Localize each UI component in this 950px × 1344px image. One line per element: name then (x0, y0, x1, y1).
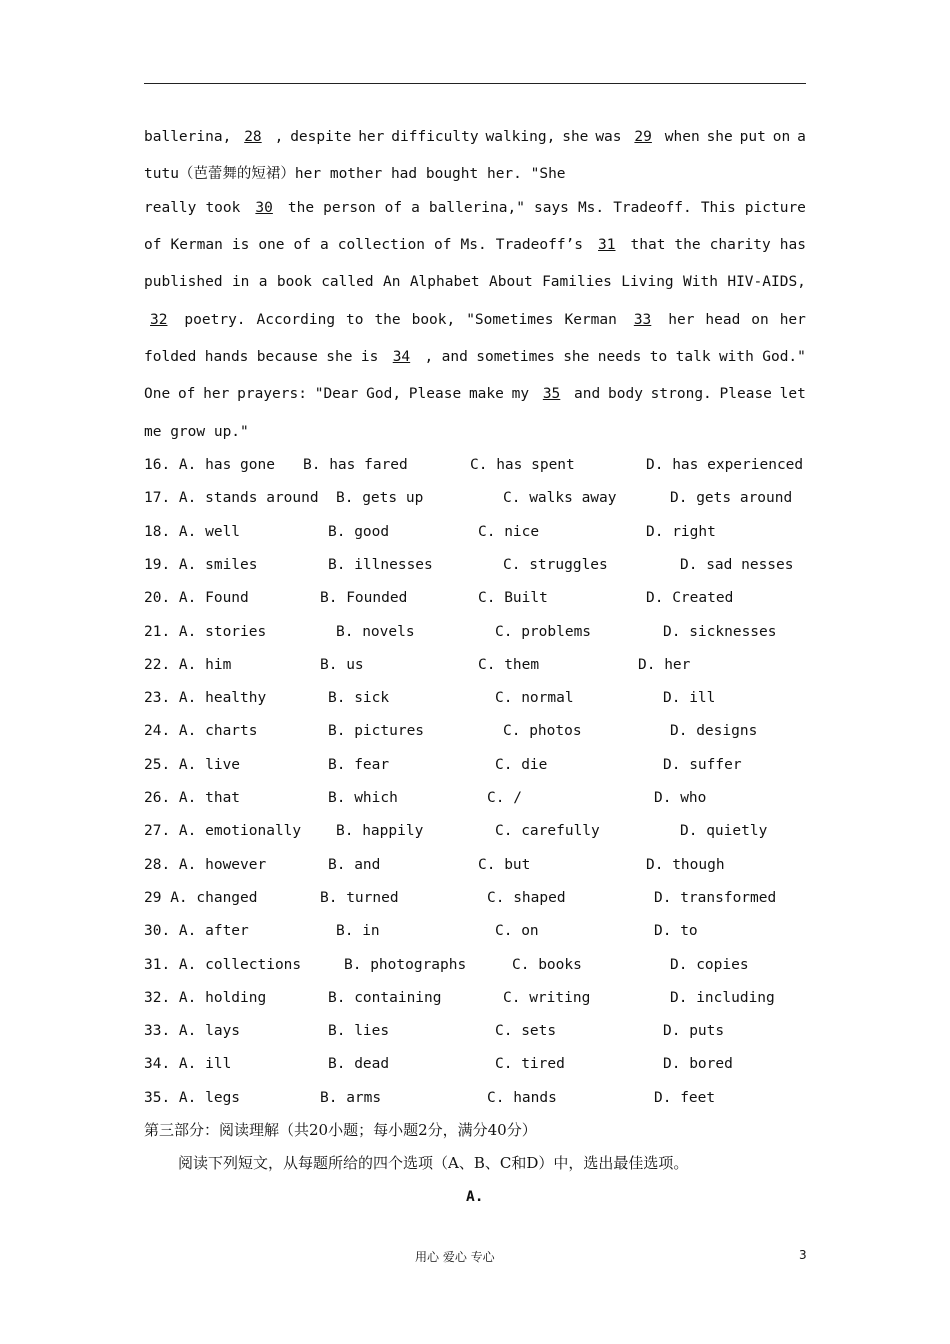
question-option-a: 18. A. well (144, 524, 241, 540)
passage-word: An (382, 274, 401, 290)
passage-word: a (411, 200, 420, 216)
passage-word: my (511, 386, 530, 402)
passage-word: when (664, 129, 700, 145)
question-option-b: B. dead (328, 1056, 390, 1072)
question-option-b: B. lies (328, 1023, 390, 1039)
question-option-b: B. which (328, 790, 398, 806)
question-option-a: 30. A. after (144, 923, 249, 939)
question-option-c: C. normal (495, 690, 574, 706)
question-option-b: B. fear (328, 757, 390, 773)
question-option-d: D. gets around (670, 490, 793, 506)
blank-number: 34 (392, 349, 411, 365)
passage-line-l9: me grow up." (144, 424, 249, 440)
passage-word: head (705, 312, 741, 328)
passage-line-l3 (144, 198, 806, 218)
passage-word: she (706, 129, 733, 145)
passage-word: of (384, 200, 403, 216)
passage-word: One (144, 386, 171, 402)
passage-word: About (489, 274, 533, 290)
question-option-d: D. her (638, 657, 691, 673)
passage-word: Tradeoff’s (495, 237, 584, 253)
question-option-b: B. illnesses (328, 557, 433, 573)
question-option-a: 28. A. however (144, 857, 267, 873)
question-option-c: C. writing (503, 990, 591, 1006)
passage-word: her (358, 129, 385, 145)
question-option-a: 29 A. changed (144, 890, 258, 906)
passage-word: Kerman (170, 237, 223, 253)
question-option-d: D. designs (670, 723, 758, 739)
question-option-a: 21. A. stories (144, 624, 267, 640)
passage-word: really (144, 200, 197, 216)
passage-word: HIV-AIDS, (727, 274, 806, 290)
question-option-c: C. Built (478, 590, 548, 606)
question-option-d: D. Created (646, 590, 734, 606)
question-option-d: D. sad nesses (680, 557, 794, 573)
question-option-b: B. turned (320, 890, 399, 906)
passage-word: the (674, 237, 701, 253)
header-rule (144, 83, 806, 84)
passage-word: Please (719, 386, 772, 402)
passage-word: Living (621, 274, 674, 290)
question-option-d: D. who (654, 790, 707, 806)
passage-word: , (274, 129, 284, 145)
passage-word: "Dear (314, 386, 359, 402)
passage-word: despite (290, 129, 352, 145)
question-option-b: B. gets up (336, 490, 424, 506)
question-option-c: C. problems (495, 624, 592, 640)
question-option-c: C. nice (478, 524, 540, 540)
question-option-d: D. right (646, 524, 716, 540)
question-option-b: B. containing (328, 990, 442, 1006)
passage-word: ballerina," (428, 200, 525, 216)
blank-number: 28 (244, 129, 262, 145)
question-option-b: B. has fared (303, 457, 408, 473)
page-number: 3 (799, 1248, 807, 1262)
passage-label: A. (466, 1189, 484, 1205)
question-option-d: D. ill (663, 690, 716, 706)
passage-word: and (574, 386, 601, 402)
question-option-a: 33. A. lays (144, 1023, 241, 1039)
passage-word: hands (204, 349, 249, 365)
passage-word: that (630, 237, 666, 253)
passage-word: With (683, 274, 718, 290)
question-option-d: D. to (654, 923, 698, 939)
question-option-c: C. them (478, 657, 540, 673)
passage-word: she (563, 349, 590, 365)
passage-word: Tradeoff. (613, 200, 692, 216)
question-option-a: 32. A. holding (144, 990, 267, 1006)
passage-word: talk (675, 349, 711, 365)
passage-word: in (231, 274, 250, 290)
passage-line-l6 (144, 310, 806, 330)
passage-word: prayers: (237, 386, 307, 402)
blank-number: 31 (598, 237, 616, 253)
question-option-c: C. shaped (487, 890, 566, 906)
passage-word: poetry. (184, 312, 246, 328)
question-option-b: B. us (320, 657, 364, 673)
passage-word: to (649, 349, 668, 365)
passage-word: book (276, 274, 312, 290)
question-option-c: C. hands (487, 1090, 557, 1106)
question-option-c: C. photos (503, 723, 582, 739)
footer-text: 用心 爱心 专心 (415, 1250, 495, 1264)
passage-word: This (700, 200, 736, 216)
passage-word: was (595, 129, 622, 145)
passage-word: is (360, 349, 379, 365)
question-option-a: 19. A. smiles (144, 557, 258, 573)
question-option-c: C. / (487, 790, 522, 806)
passage-word: Alphabet (409, 274, 480, 290)
question-option-a: 16. A. has gone (144, 457, 275, 473)
question-option-d: D. has experienced (646, 457, 804, 473)
passage-word: Kerman (564, 312, 617, 328)
passage-word: she (562, 129, 589, 145)
section-instruction: 阅读下列短文，从每题所给的四个选项（A、B、C和D）中，选出最佳选项。 (178, 1154, 689, 1172)
passage-word: on (772, 129, 791, 145)
question-option-b: B. in (336, 923, 380, 939)
question-option-a: 26. A. that (144, 790, 241, 806)
question-option-d: D. transformed (654, 890, 777, 906)
question-option-c: C. die (495, 757, 548, 773)
question-option-c: C. sets (495, 1023, 557, 1039)
passage-word: of (434, 237, 452, 253)
question-option-c: C. carefully (495, 823, 600, 839)
passage-word: Families (542, 274, 612, 290)
question-option-a: 24. A. charts (144, 723, 258, 739)
blank-number: 32 (150, 312, 168, 328)
question-option-d: D. puts (663, 1023, 725, 1039)
blank-number: 35 (542, 386, 561, 402)
question-option-c: C. on (495, 923, 539, 939)
passage-word: book, (411, 312, 456, 328)
passage-word: to (346, 312, 364, 328)
passage-word: says (533, 200, 569, 216)
passage-word: "Sometimes (466, 312, 554, 328)
passage-word: picture (744, 200, 806, 216)
blank-number: 29 (634, 129, 652, 145)
passage-word: a (320, 237, 329, 253)
passage-word: published (144, 274, 223, 290)
question-option-a: 20. A. Found (144, 590, 249, 606)
passage-word: a (258, 274, 268, 290)
passage-word: sometimes (476, 349, 555, 365)
passage-word: According (256, 312, 336, 328)
passage-word: ballerina, (144, 129, 232, 145)
question-option-a: 31. A. collections (144, 957, 302, 973)
question-option-c: C. has spent (470, 457, 575, 473)
passage-word: the (374, 312, 401, 328)
passage-line-l7 (144, 347, 806, 367)
passage-word: walking, (485, 129, 556, 145)
passage-word: of (144, 237, 162, 253)
question-option-c: C. but (478, 857, 531, 873)
passage-line-l4 (144, 235, 806, 255)
passage-word: God." (762, 349, 806, 365)
question-option-a: 27. A. emotionally (144, 823, 302, 839)
passage-word: collection (337, 237, 426, 253)
question-option-d: D. suffer (663, 757, 742, 773)
passage-line-l1 (144, 127, 806, 147)
blank-number: 33 (633, 312, 652, 328)
question-option-b: B. and (328, 857, 381, 873)
question-option-c: C. walks away (503, 490, 617, 506)
passage-word: called (321, 274, 374, 290)
question-option-b: B. pictures (328, 723, 425, 739)
question-option-d: D. bored (663, 1056, 733, 1072)
question-option-d: D. quietly (680, 823, 768, 839)
passage-word: difficulty (391, 129, 479, 145)
question-option-b: B. Founded (320, 590, 408, 606)
question-option-a: 34. A. ill (144, 1056, 232, 1072)
question-option-a: 23. A. healthy (144, 690, 267, 706)
passage-word: has (779, 237, 806, 253)
question-option-b: B. happily (336, 823, 424, 839)
passage-word: she (326, 349, 353, 365)
passage-word: the (287, 200, 315, 216)
question-option-c: C. struggles (503, 557, 608, 573)
question-option-a: 17. A. stands around (144, 490, 319, 506)
passage-word: of (177, 386, 196, 402)
question-option-a: 22. A. him (144, 657, 232, 673)
question-option-b: B. arms (320, 1090, 382, 1106)
question-option-c: C. books (512, 957, 582, 973)
passage-word: , (424, 349, 434, 365)
question-option-d: D. copies (670, 957, 749, 973)
passage-word: folded (144, 349, 197, 365)
question-option-b: B. novels (336, 624, 415, 640)
passage-word: with (718, 349, 754, 365)
question-option-d: D. though (646, 857, 725, 873)
question-option-c: C. tired (495, 1056, 565, 1072)
passage-word: one (258, 237, 285, 253)
passage-word: of (293, 237, 311, 253)
passage-word: took (205, 200, 241, 216)
question-option-d: D. feet (654, 1090, 716, 1106)
passage-word: because (256, 349, 318, 365)
passage-word: her (203, 386, 230, 402)
question-option-b: B. sick (328, 690, 390, 706)
passage-word: is (231, 237, 250, 253)
passage-word: make (468, 386, 504, 402)
passage-word: strong. (650, 386, 712, 402)
passage-line-l2: tutu（芭蕾舞的短裙）her mother had bought her. "She (144, 166, 566, 182)
question-option-d: D. including (670, 990, 775, 1006)
passage-word: God, (366, 386, 402, 402)
question-option-a: 25. A. live (144, 757, 241, 773)
passage-word: on (751, 312, 769, 328)
passage-word: a (797, 129, 806, 145)
passage-word: Ms. (577, 200, 605, 216)
passage-word: needs (597, 349, 642, 365)
passage-word: body (608, 386, 643, 402)
passage-word: put (739, 129, 766, 145)
passage-line-l5 (144, 272, 806, 292)
passage-word: and (441, 349, 468, 365)
question-option-b: B. photographs (344, 957, 467, 973)
passage-word: Ms. (460, 237, 487, 253)
passage-line-l8 (144, 384, 806, 404)
passage-word: person (323, 200, 376, 216)
question-option-d: D. sicknesses (663, 624, 777, 640)
section-heading: 第三部分：阅读理解（共20小题；每小题2分，满分40分） (144, 1121, 537, 1139)
question-option-a: 35. A. legs (144, 1090, 241, 1106)
passage-word: charity (709, 237, 771, 253)
passage-word: her (668, 312, 695, 328)
question-option-b: B. good (328, 524, 390, 540)
passage-word: let (779, 386, 806, 402)
passage-word: Please (408, 386, 462, 402)
passage-word: her (779, 312, 806, 328)
blank-number: 30 (255, 200, 273, 216)
